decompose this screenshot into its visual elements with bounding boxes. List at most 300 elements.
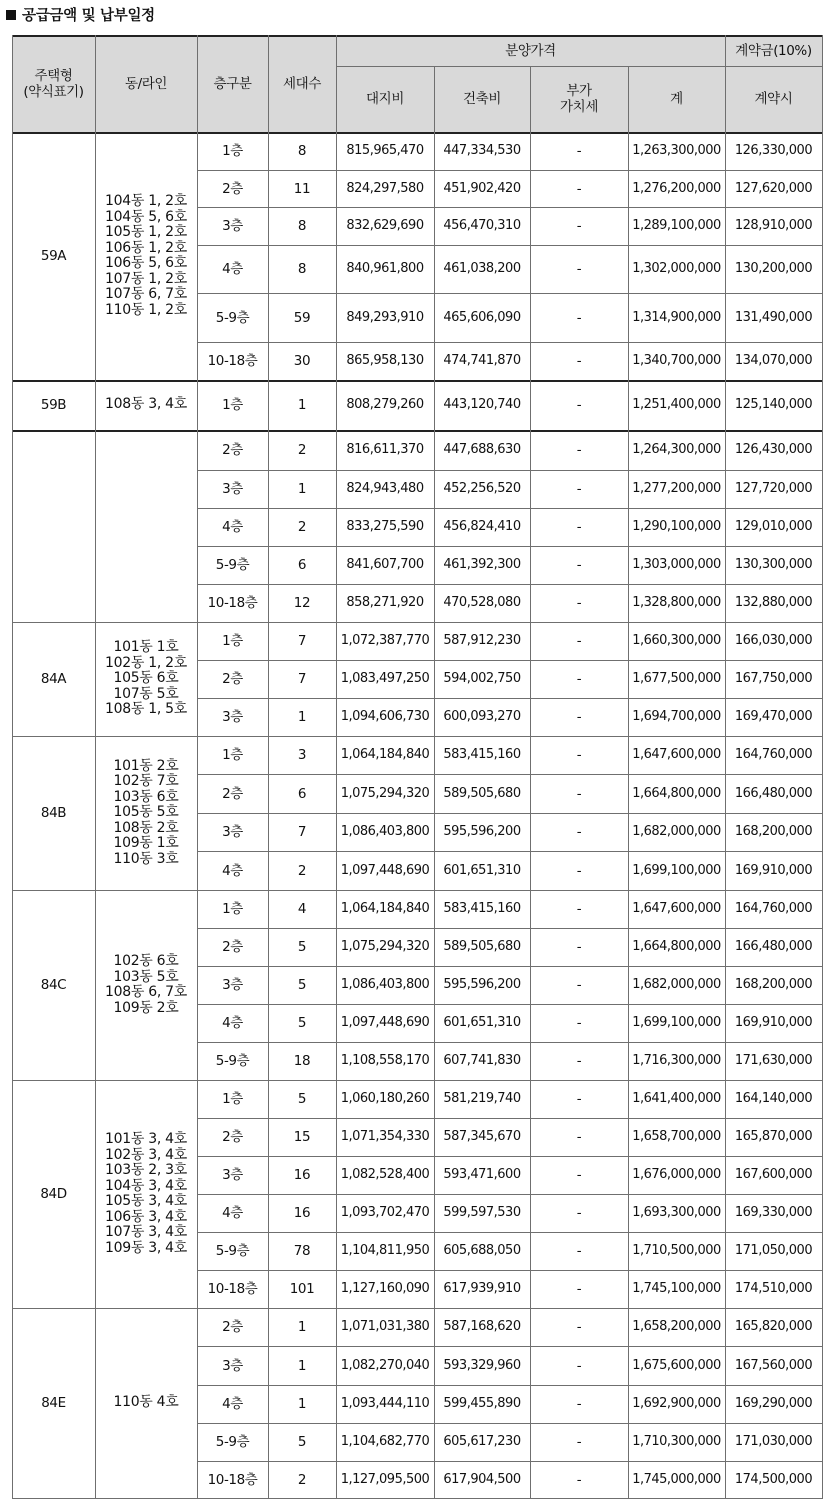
floor-cell: 4층 xyxy=(222,1015,243,1031)
contract-deposit-cell: 164,760,000 xyxy=(734,901,813,916)
households-cell: 1 xyxy=(297,1396,307,1412)
v-rule xyxy=(434,132,435,381)
v-rule xyxy=(12,132,13,381)
v-rule xyxy=(434,622,435,737)
land-price-cell: 858,271,920 xyxy=(346,595,424,610)
land-price-cell: 1,104,811,950 xyxy=(340,1243,430,1258)
v-rule xyxy=(336,35,337,133)
contract-deposit-cell: 169,910,000 xyxy=(734,1015,813,1030)
vat-cell: - xyxy=(576,939,582,955)
households-cell: 78 xyxy=(293,1243,311,1259)
contract-deposit-cell: 126,330,000 xyxy=(734,143,813,158)
total-price-cell: 1,710,300,000 xyxy=(632,1434,721,1449)
v-rule xyxy=(628,132,629,381)
households-cell: 8 xyxy=(297,218,307,234)
h-rule xyxy=(197,1004,823,1005)
v-rule xyxy=(434,1308,435,1499)
v-rule xyxy=(530,622,531,737)
total-price-cell: 1,682,000,000 xyxy=(632,977,721,992)
col-header-sale-price: 분양가격 xyxy=(505,42,556,59)
v-rule xyxy=(725,736,726,891)
v-rule xyxy=(822,736,823,891)
h-rule xyxy=(197,508,823,509)
v-rule xyxy=(12,890,13,1081)
vat-cell: - xyxy=(576,1205,582,1221)
households-cell: 3 xyxy=(297,747,307,763)
households-cell: 2 xyxy=(297,862,307,879)
vat-cell: - xyxy=(576,977,582,993)
col-header-on-contract: 계약시 xyxy=(754,91,793,107)
floor-cell: 3층 xyxy=(222,977,243,993)
floor-cell: 1층 xyxy=(222,747,243,763)
v-rule xyxy=(268,35,269,133)
v-rule xyxy=(530,66,531,133)
floor-cell: 4층 xyxy=(222,519,243,535)
h-rule xyxy=(197,1156,823,1157)
vat-cell: - xyxy=(576,1053,582,1069)
building-price-cell: 601,651,310 xyxy=(443,862,521,878)
floor-cell: 2층 xyxy=(222,671,243,687)
building-price-cell: 451,902,420 xyxy=(443,180,521,196)
land-price-cell: 816,611,370 xyxy=(346,442,424,457)
total-price-cell: 1,664,800,000 xyxy=(632,785,721,801)
floor-cell: 3층 xyxy=(222,481,243,497)
total-price-cell: 1,647,600,000 xyxy=(632,747,721,762)
building-price-cell: 452,256,520 xyxy=(443,481,521,496)
floor-cell: 3층 xyxy=(222,1167,243,1183)
households-cell: 1 xyxy=(297,397,307,413)
h-rule xyxy=(197,966,823,967)
h-rule xyxy=(197,1042,823,1043)
total-price-cell: 1,264,300,000 xyxy=(632,442,721,457)
households-cell: 1 xyxy=(297,1319,307,1335)
dong-line-list: 101동 1호 102동 1, 2호 105동 6호 107동 5호 108동 1, 5호 xyxy=(105,639,187,718)
building-price-cell: 605,688,050 xyxy=(443,1243,521,1258)
v-rule xyxy=(197,35,198,133)
contract-deposit-cell: 166,480,000 xyxy=(734,785,813,801)
v-rule xyxy=(95,736,96,891)
land-price-cell: 1,075,294,320 xyxy=(340,785,430,801)
land-price-cell: 840,961,800 xyxy=(346,261,424,276)
v-rule xyxy=(530,430,531,623)
v-rule xyxy=(530,132,531,381)
contract-deposit-cell: 166,480,000 xyxy=(734,939,813,954)
vat-cell: - xyxy=(576,1319,582,1335)
total-price-cell: 1,263,300,000 xyxy=(632,143,721,158)
land-price-cell: 1,086,403,800 xyxy=(340,977,430,992)
households-cell: 11 xyxy=(293,180,311,197)
contract-deposit-cell: 171,050,000 xyxy=(734,1243,813,1258)
floor-cell: 5-9층 xyxy=(215,1053,250,1069)
h-rule xyxy=(12,35,823,37)
floor-cell: 1층 xyxy=(222,901,243,917)
building-price-cell: 595,596,200 xyxy=(443,824,521,839)
contract-deposit-cell: 174,510,000 xyxy=(734,1281,813,1296)
contract-deposit-cell: 128,910,000 xyxy=(734,218,813,233)
v-rule xyxy=(95,35,96,133)
vat-cell: - xyxy=(576,218,582,234)
households-cell: 12 xyxy=(293,595,311,611)
dong-line-list: 104동 1, 2호 104동 5, 6호 105동 1, 2호 106동 1, 2호 106동 5, 6호 107동 1, 2호 107동 6, 7호 110동 1, 2호 xyxy=(105,193,187,318)
land-price-cell: 1,072,387,770 xyxy=(340,633,430,648)
building-price-cell: 443,120,740 xyxy=(443,397,521,412)
building-price-cell: 583,415,160 xyxy=(443,901,521,916)
vat-cell: - xyxy=(576,1167,582,1183)
floor-cell: 3층 xyxy=(222,1357,243,1374)
vat-cell: - xyxy=(576,1357,582,1374)
floor-cell: 3층 xyxy=(222,218,243,234)
vat-cell: - xyxy=(576,595,582,611)
h-rule xyxy=(197,293,823,294)
land-price-cell: 1,064,184,840 xyxy=(340,747,430,762)
contract-deposit-cell: 171,630,000 xyxy=(734,1053,813,1068)
vat-cell: - xyxy=(576,1471,582,1488)
vat-cell: - xyxy=(576,143,582,159)
contract-deposit-cell: 130,300,000 xyxy=(734,557,813,572)
h-rule xyxy=(197,245,823,246)
v-rule xyxy=(336,622,337,737)
col-header-vat: 부가 가치세 xyxy=(560,83,598,115)
v-rule xyxy=(725,1080,726,1309)
vat-cell: - xyxy=(576,1129,582,1145)
unit-type xyxy=(12,430,95,622)
floor-cell: 10-18층 xyxy=(207,1471,258,1488)
h-rule xyxy=(197,170,823,171)
total-price-cell: 1,289,100,000 xyxy=(632,218,721,233)
v-rule xyxy=(268,430,269,623)
v-rule xyxy=(95,622,96,737)
building-price-cell: 470,528,080 xyxy=(443,595,521,610)
vat-cell: - xyxy=(576,557,582,573)
v-rule xyxy=(822,1080,823,1309)
unit-type: 84B xyxy=(40,805,67,821)
v-rule xyxy=(628,622,629,737)
v-rule xyxy=(12,736,13,891)
col-header-households: 세대수 xyxy=(283,75,321,92)
v-rule xyxy=(197,890,198,1081)
v-rule xyxy=(628,380,629,431)
v-rule xyxy=(530,1308,531,1499)
v-rule xyxy=(822,35,823,133)
vat-cell: - xyxy=(576,901,582,917)
building-price-cell: 600,093,270 xyxy=(443,709,521,724)
vat-cell: - xyxy=(576,1281,582,1297)
v-rule xyxy=(725,380,726,431)
land-price-cell: 841,607,700 xyxy=(346,557,424,572)
v-rule xyxy=(95,890,96,1081)
vat-cell: - xyxy=(576,1091,582,1107)
land-price-cell: 1,060,180,260 xyxy=(340,1091,430,1106)
v-rule xyxy=(12,380,13,431)
floor-cell: 4층 xyxy=(222,862,243,879)
building-price-cell: 587,345,670 xyxy=(443,1129,521,1144)
total-price-cell: 1,693,300,000 xyxy=(632,1205,721,1220)
total-price-cell: 1,745,000,000 xyxy=(632,1471,721,1487)
v-rule xyxy=(725,1308,726,1499)
total-price-cell: 1,676,000,000 xyxy=(632,1167,721,1182)
contract-deposit-cell: 167,560,000 xyxy=(734,1357,813,1373)
v-rule xyxy=(336,890,337,1081)
v-rule xyxy=(95,132,96,381)
households-cell: 7 xyxy=(297,633,307,649)
v-rule xyxy=(95,1308,96,1499)
contract-deposit-cell: 134,070,000 xyxy=(734,353,813,368)
floor-cell: 3층 xyxy=(222,824,243,840)
households-cell: 1 xyxy=(297,481,307,497)
vat-cell: - xyxy=(576,309,582,326)
h-rule xyxy=(12,1498,823,1499)
households-cell: 30 xyxy=(293,353,311,369)
building-price-cell: 601,651,310 xyxy=(443,1015,521,1030)
building-price-cell: 595,596,200 xyxy=(443,977,521,992)
floor-cell: 1층 xyxy=(222,397,243,413)
h-rule xyxy=(197,660,823,661)
households-cell: 59 xyxy=(293,309,311,326)
h-rule xyxy=(197,1118,823,1119)
total-price-cell: 1,328,800,000 xyxy=(632,595,721,610)
col-header-dong: 동/라인 xyxy=(124,75,168,92)
floor-cell: 1층 xyxy=(222,143,243,159)
v-rule xyxy=(628,890,629,1081)
households-cell: 8 xyxy=(297,261,307,277)
contract-deposit-cell: 168,200,000 xyxy=(734,824,813,839)
h-rule xyxy=(197,1270,823,1271)
land-price-cell: 1,108,558,170 xyxy=(340,1053,430,1068)
unit-type: 59A xyxy=(40,248,67,264)
v-rule xyxy=(268,890,269,1081)
households-cell: 15 xyxy=(293,1129,311,1145)
land-price-cell: 1,104,682,770 xyxy=(340,1434,430,1449)
contract-deposit-cell: 127,720,000 xyxy=(734,481,813,496)
v-rule xyxy=(822,622,823,737)
v-rule xyxy=(336,132,337,381)
building-price-cell: 593,329,960 xyxy=(443,1357,521,1373)
total-price-cell: 1,664,800,000 xyxy=(632,939,721,954)
v-rule xyxy=(12,1308,13,1499)
unit-type: 84A xyxy=(40,671,67,687)
building-price-cell: 465,606,090 xyxy=(443,309,521,325)
floor-cell: 5-9층 xyxy=(215,309,250,326)
h-rule xyxy=(197,1461,823,1462)
land-price-cell: 1,082,528,400 xyxy=(340,1167,430,1182)
floor-cell: 2층 xyxy=(222,785,243,802)
dong-line-list: 101동 3, 4호 102동 3, 4호 103동 2, 3호 104동 3, 4호 105동 3, 4호 106동 3, 4호 107동 3, 4호 109동 3, 4호 xyxy=(105,1131,187,1256)
vat-cell: - xyxy=(576,397,582,413)
households-cell: 18 xyxy=(293,1053,311,1069)
v-rule xyxy=(197,380,198,431)
contract-deposit-cell: 169,290,000 xyxy=(734,1396,813,1411)
land-price-cell: 1,097,448,690 xyxy=(340,1015,430,1030)
households-cell: 1 xyxy=(297,1357,307,1374)
v-rule xyxy=(530,1080,531,1309)
building-price-cell: 594,002,750 xyxy=(443,671,521,686)
total-price-cell: 1,699,100,000 xyxy=(632,862,721,878)
building-price-cell: 599,455,890 xyxy=(443,1396,521,1411)
total-price-cell: 1,277,200,000 xyxy=(632,481,721,496)
contract-deposit-cell: 126,430,000 xyxy=(734,442,813,457)
vat-cell: - xyxy=(576,180,582,197)
contract-deposit-cell: 164,760,000 xyxy=(734,747,813,762)
contract-deposit-cell: 167,600,000 xyxy=(734,1167,813,1182)
land-price-cell: 1,075,294,320 xyxy=(340,939,430,954)
floor-cell: 2층 xyxy=(222,1319,243,1335)
floor-cell: 4층 xyxy=(222,1205,243,1221)
v-rule xyxy=(268,736,269,891)
building-price-cell: 456,824,410 xyxy=(443,519,521,534)
v-rule xyxy=(336,380,337,431)
total-price-cell: 1,660,300,000 xyxy=(632,633,721,648)
households-cell: 16 xyxy=(293,1167,311,1183)
floor-cell: 2층 xyxy=(222,939,243,955)
floor-cell: 1층 xyxy=(222,633,243,649)
vat-cell: - xyxy=(576,1434,582,1450)
land-price-cell: 1,086,403,800 xyxy=(340,824,430,839)
v-rule xyxy=(530,380,531,431)
col-header-building: 건축비 xyxy=(463,91,501,107)
floor-cell: 5-9층 xyxy=(215,557,250,573)
floor-cell: 1층 xyxy=(222,1091,243,1107)
v-rule xyxy=(336,1080,337,1309)
total-price-cell: 1,251,400,000 xyxy=(632,397,721,412)
building-price-cell: 589,505,680 xyxy=(443,939,521,954)
building-price-cell: 447,688,630 xyxy=(443,442,521,457)
contract-deposit-cell: 174,500,000 xyxy=(734,1471,813,1487)
contract-deposit-cell: 164,140,000 xyxy=(734,1091,813,1106)
building-price-cell: 474,741,870 xyxy=(443,353,521,368)
v-rule xyxy=(95,430,96,623)
v-rule xyxy=(434,736,435,891)
contract-deposit-cell: 165,820,000 xyxy=(734,1319,813,1334)
contract-deposit-cell: 166,030,000 xyxy=(734,633,813,648)
households-cell: 101 xyxy=(289,1281,315,1297)
h-rule xyxy=(197,928,823,929)
floor-cell: 2층 xyxy=(222,1129,243,1145)
vat-cell: - xyxy=(576,671,582,687)
land-price-cell: 865,958,130 xyxy=(346,353,424,368)
land-price-cell: 1,093,702,470 xyxy=(340,1205,430,1220)
h-rule xyxy=(197,470,823,471)
households-cell: 5 xyxy=(297,1091,307,1107)
floor-cell: 3층 xyxy=(222,709,243,725)
v-rule xyxy=(336,736,337,891)
unit-type: 59B xyxy=(40,397,67,413)
total-price-cell: 1,641,400,000 xyxy=(632,1091,721,1106)
v-rule xyxy=(822,1308,823,1499)
building-price-cell: 587,168,620 xyxy=(443,1319,521,1334)
v-rule xyxy=(197,1080,198,1309)
land-price-cell: 1,094,606,730 xyxy=(340,709,430,724)
col-header-deposit: 계약금(10%) xyxy=(735,42,812,59)
building-price-cell: 605,617,230 xyxy=(443,1434,521,1449)
floor-cell: 10-18층 xyxy=(207,1281,258,1297)
v-rule xyxy=(268,1080,269,1309)
col-header-land: 대지비 xyxy=(366,91,404,107)
dong-line-list: 101동 2호 102동 7호 103동 6호 105동 5호 108동 2호 109동 1호 110동 3호 xyxy=(113,757,179,867)
contract-deposit-cell: 132,880,000 xyxy=(734,595,813,610)
building-price-cell: 607,741,830 xyxy=(443,1053,521,1068)
building-price-cell: 617,904,500 xyxy=(443,1471,521,1487)
building-price-cell: 581,219,740 xyxy=(443,1091,521,1106)
contract-deposit-cell: 169,910,000 xyxy=(734,862,813,878)
h-rule xyxy=(197,342,823,343)
v-rule xyxy=(822,380,823,431)
building-price-cell: 456,470,310 xyxy=(443,218,521,233)
floor-cell: 2층 xyxy=(222,442,243,458)
households-cell: 5 xyxy=(297,939,307,955)
v-rule xyxy=(628,1308,629,1499)
v-rule xyxy=(434,430,435,623)
vat-cell: - xyxy=(576,633,582,649)
v-rule xyxy=(95,1080,96,1309)
v-rule xyxy=(268,132,269,381)
land-price-cell: 815,965,470 xyxy=(346,143,424,158)
v-rule xyxy=(628,1080,629,1309)
contract-deposit-cell: 167,750,000 xyxy=(734,671,813,686)
total-price-cell: 1,314,900,000 xyxy=(632,309,721,325)
total-price-cell: 1,682,000,000 xyxy=(632,824,721,839)
total-price-cell: 1,276,200,000 xyxy=(632,180,721,196)
vat-cell: - xyxy=(576,824,582,840)
building-price-cell: 617,939,910 xyxy=(443,1281,521,1296)
households-cell: 4 xyxy=(297,901,307,917)
floor-cell: 5-9층 xyxy=(215,1243,250,1259)
households-cell: 8 xyxy=(297,143,307,159)
land-price-cell: 1,071,354,330 xyxy=(340,1129,430,1144)
vat-cell: - xyxy=(576,519,582,535)
total-price-cell: 1,647,600,000 xyxy=(632,901,721,916)
v-rule xyxy=(434,380,435,431)
v-rule xyxy=(434,1080,435,1309)
vat-cell: - xyxy=(576,353,582,369)
h-rule xyxy=(197,546,823,547)
vat-cell: - xyxy=(576,862,582,879)
vat-cell: - xyxy=(576,785,582,802)
households-cell: 16 xyxy=(293,1205,311,1221)
building-price-cell: 461,392,300 xyxy=(443,557,521,572)
contract-deposit-cell: 125,140,000 xyxy=(734,397,813,412)
v-rule xyxy=(725,35,726,133)
h-rule xyxy=(197,774,823,775)
v-rule xyxy=(628,736,629,891)
h-rule xyxy=(336,66,823,67)
v-rule xyxy=(725,622,726,737)
contract-deposit-cell: 169,470,000 xyxy=(734,709,813,724)
land-price-cell: 832,629,690 xyxy=(346,218,424,233)
households-cell: 2 xyxy=(297,1471,307,1488)
total-price-cell: 1,303,000,000 xyxy=(632,557,721,572)
h-rule xyxy=(197,1194,823,1195)
v-rule xyxy=(197,430,198,623)
h-rule xyxy=(197,851,823,852)
dong-line-list: 108동 3, 4호 xyxy=(105,396,187,413)
households-cell: 2 xyxy=(297,442,307,458)
households-cell: 2 xyxy=(297,519,307,535)
dong-line-list: 110동 4호 xyxy=(113,1394,179,1411)
contract-deposit-cell: 169,330,000 xyxy=(734,1205,813,1220)
v-rule xyxy=(336,430,337,623)
building-price-cell: 589,505,680 xyxy=(443,785,521,801)
v-rule xyxy=(197,736,198,891)
building-price-cell: 447,334,530 xyxy=(443,143,521,158)
v-rule xyxy=(822,890,823,1081)
floor-cell: 4층 xyxy=(222,1396,243,1412)
land-price-cell: 1,097,448,690 xyxy=(340,862,430,878)
v-rule xyxy=(12,1080,13,1309)
dong-line-list xyxy=(95,430,197,622)
page-title-text: 공급금액 및 납부일정 xyxy=(22,8,155,24)
total-price-cell: 1,692,900,000 xyxy=(632,1396,721,1411)
unit-type: 84E xyxy=(41,1395,66,1411)
